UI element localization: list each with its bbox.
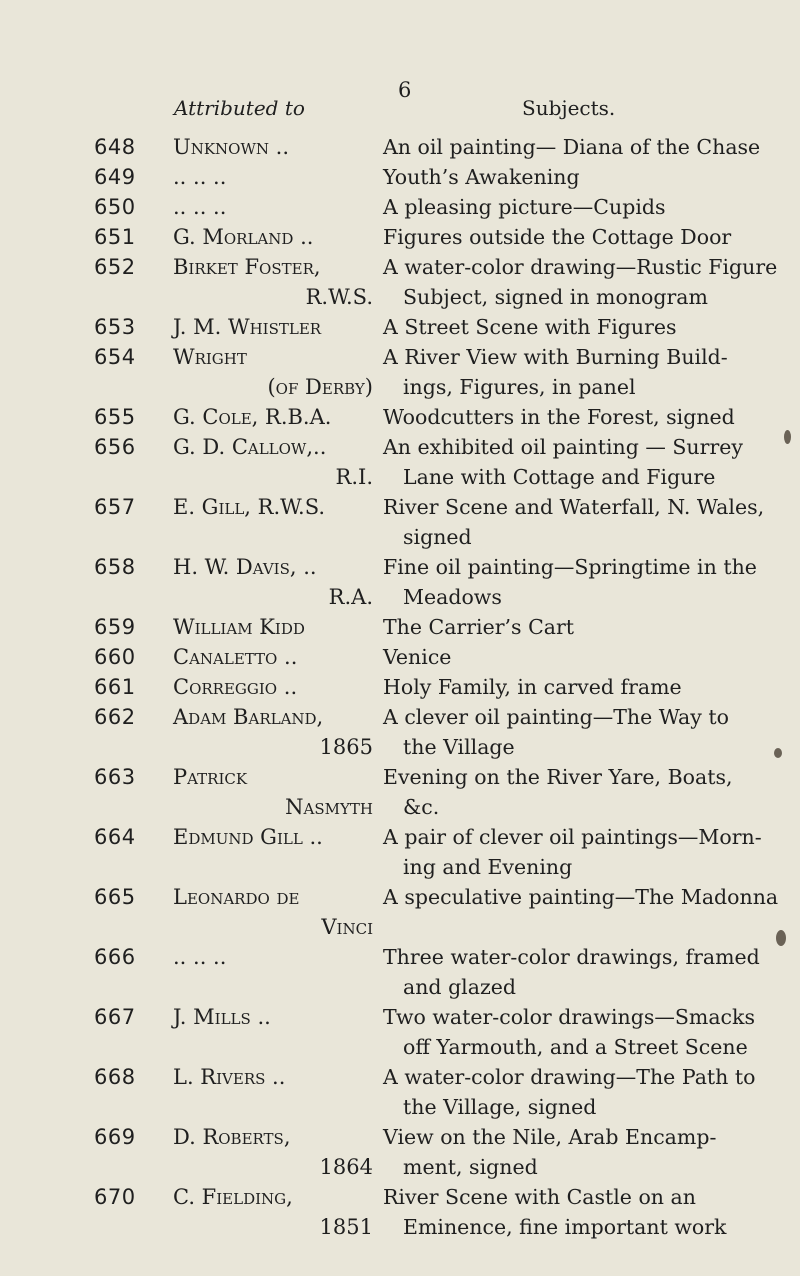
lot-subject-line: A pleasing picture—Cupids [383, 195, 666, 219]
lot-number: 654 [94, 345, 136, 369]
lot-number: 661 [94, 675, 136, 699]
lot-number: 667 [94, 1005, 136, 1029]
lot-number: 665 [94, 885, 136, 909]
lot-number: 669 [94, 1125, 136, 1149]
lot-attribution: Adam Barland, [173, 705, 324, 729]
lot-subject [383, 1122, 783, 1182]
ink-speck [784, 430, 791, 444]
lot-number: 655 [94, 405, 136, 429]
lot-subject-line: A pair of clever oil paintings—Morn- [383, 825, 762, 849]
lot-number: 668 [94, 1065, 136, 1089]
lot-attribution: J. Mills .. [173, 1005, 271, 1029]
lot-subject [383, 882, 783, 912]
lot-subject [383, 162, 783, 192]
lot-subject-continuation: and glazed [403, 975, 517, 999]
lot-subject-line: A water-color drawing—Rustic Figure [383, 255, 778, 279]
lot-subject [383, 672, 783, 702]
lot-subject-line: Fine oil painting—Springtime in the [383, 555, 757, 579]
lot-subject-line: The Carrier’s Cart [383, 615, 575, 639]
lot-attribution: G. D. Callow,.. [173, 435, 327, 459]
lot-subject [383, 642, 783, 672]
lot-number: 660 [94, 645, 136, 669]
lot-subject-continuation: ing and Evening [403, 855, 573, 879]
lot-attribution: Leonardo de [173, 885, 300, 909]
lot-number: 664 [94, 825, 136, 849]
lot-subject-line: River Scene and Waterfall, N. Wales, [383, 495, 765, 519]
lot-number: 651 [94, 225, 136, 249]
lot-attribution: .. .. .. [173, 165, 227, 189]
lot-subject-continuation: Eminence, fine important work [403, 1215, 727, 1239]
lot-subject [383, 702, 783, 762]
lot-number: 670 [94, 1185, 136, 1209]
lot-attribution-continued: (of Derby) [267, 375, 373, 399]
lot-subject [383, 1002, 783, 1062]
lot-number: 666 [94, 945, 136, 969]
lot-attribution: G. Morland .. [173, 225, 314, 249]
lot-subject [383, 1182, 783, 1242]
lot-subject-line: Woodcutters in the Forest, signed [383, 405, 735, 429]
lot-subject-line: A River View with Burning Build- [383, 345, 728, 369]
lot-subject-line: Evening on the River Yare, Boats, [383, 765, 733, 789]
lot-subject [383, 192, 783, 222]
ink-speck [774, 748, 782, 758]
lot-subject-continuation: &c. [403, 795, 440, 819]
lot-number: 649 [94, 165, 136, 189]
lot-number: 657 [94, 495, 136, 519]
lot-subject [383, 762, 783, 822]
lot-subject-continuation: off Yarmouth, and a Street Scene [403, 1035, 748, 1059]
lot-number: 648 [94, 135, 136, 159]
page-number: 6 [398, 78, 412, 102]
lot-subject-line: A water-color drawing—The Path to [383, 1065, 756, 1089]
lot-attribution: C. Fielding, [173, 1185, 293, 1209]
lot-attribution-continued: 1851 [319, 1215, 373, 1239]
lot-subject-line: An exhibited oil painting — Surrey [383, 435, 743, 459]
lot-subject [383, 402, 783, 432]
lot-attribution: G. Cole, R.B.A. [173, 405, 332, 429]
lot-attribution: Correggio .. [173, 675, 298, 699]
lot-number: 659 [94, 615, 136, 639]
lot-subject [383, 822, 783, 882]
lot-attribution: L. Rivers .. [173, 1065, 286, 1089]
lot-number: 653 [94, 315, 136, 339]
lot-number: 652 [94, 255, 136, 279]
lot-attribution: Edmund Gill .. [173, 825, 323, 849]
lot-attribution: J. M. Whistler [173, 315, 322, 339]
lot-subject-continuation: the Village, signed [403, 1095, 597, 1119]
lot-attribution-continued: R.W.S. [305, 285, 373, 309]
lot-subject-continuation: Meadows [403, 585, 502, 609]
lot-subject [383, 1062, 783, 1122]
lot-subject-continuation: signed [403, 525, 472, 549]
lot-subject-line: A speculative painting—The Madonna [383, 885, 779, 909]
lot-attribution: D. Roberts, [173, 1125, 291, 1149]
lot-subject-line: Holy Family, in carved frame [383, 675, 682, 699]
lot-attribution: E. Gill, R.W.S. [173, 495, 326, 519]
lot-subject-line: View on the Nile, Arab Encamp- [383, 1125, 717, 1149]
lot-subject-line: Venice [383, 645, 452, 669]
column-header-attributed: Attributed to [174, 96, 305, 120]
lot-attribution: H. W. Davis, .. [173, 555, 317, 579]
lot-number: 662 [94, 705, 136, 729]
ink-speck [776, 930, 786, 946]
lot-subject-continuation: Lane with Cottage and Figure [403, 465, 716, 489]
lot-subject-continuation: ings, Figures, in panel [403, 375, 636, 399]
lot-subject [383, 492, 783, 552]
lot-subject [383, 312, 783, 342]
lot-number: 663 [94, 765, 136, 789]
column-header-subjects: Subjects. [522, 96, 616, 120]
lot-attribution: .. .. .. [173, 945, 227, 969]
lot-number: 650 [94, 195, 136, 219]
lot-attribution-continued: R.A. [328, 585, 373, 609]
lot-attribution: Birket Foster, [173, 255, 321, 279]
lot-attribution: Wright [173, 345, 247, 369]
lot-subject-line: Youth’s Awakening [383, 165, 580, 189]
lot-subject-line: River Scene with Castle on an [383, 1185, 696, 1209]
lot-number: 658 [94, 555, 136, 579]
lot-subject-continuation: ment, signed [403, 1155, 538, 1179]
lot-subject-line: A Street Scene with Figures [383, 315, 677, 339]
lot-subject [383, 942, 783, 1002]
lot-subject [383, 222, 783, 252]
lot-attribution-continued: 1864 [319, 1155, 373, 1179]
lot-attribution: Canaletto .. [173, 645, 298, 669]
lot-number: 656 [94, 435, 136, 459]
lot-attribution: William Kidd [173, 615, 305, 639]
lot-attribution-continued: Nasmyth [285, 795, 373, 819]
lot-attribution-continued: R.I. [335, 465, 373, 489]
lot-attribution: .. .. .. [173, 195, 227, 219]
lot-attribution: Patrick [173, 765, 248, 789]
lot-attribution-continued: 1865 [319, 735, 373, 759]
lot-subject-line: An oil painting— Diana of the Chase [383, 135, 761, 159]
lot-subject-line: Three water-color drawings, framed [383, 945, 760, 969]
lot-subject [383, 252, 783, 312]
lot-subject-line: Figures outside the Cottage Door [383, 225, 732, 249]
lot-subject-continuation: Subject, signed in monogram [403, 285, 708, 309]
lot-subject [383, 432, 783, 492]
lot-subject-continuation: the Village [403, 735, 515, 759]
lot-attribution: Unknown .. [173, 135, 290, 159]
lot-subject [383, 342, 783, 402]
lot-subject [383, 612, 783, 642]
lot-subject-line: A clever oil painting—The Way to [383, 705, 729, 729]
lot-subject [383, 132, 783, 162]
lot-subject-line: Two water-color drawings—Smacks [383, 1005, 755, 1029]
lot-subject [383, 552, 783, 612]
lot-attribution-continued: Vinci [321, 915, 373, 939]
